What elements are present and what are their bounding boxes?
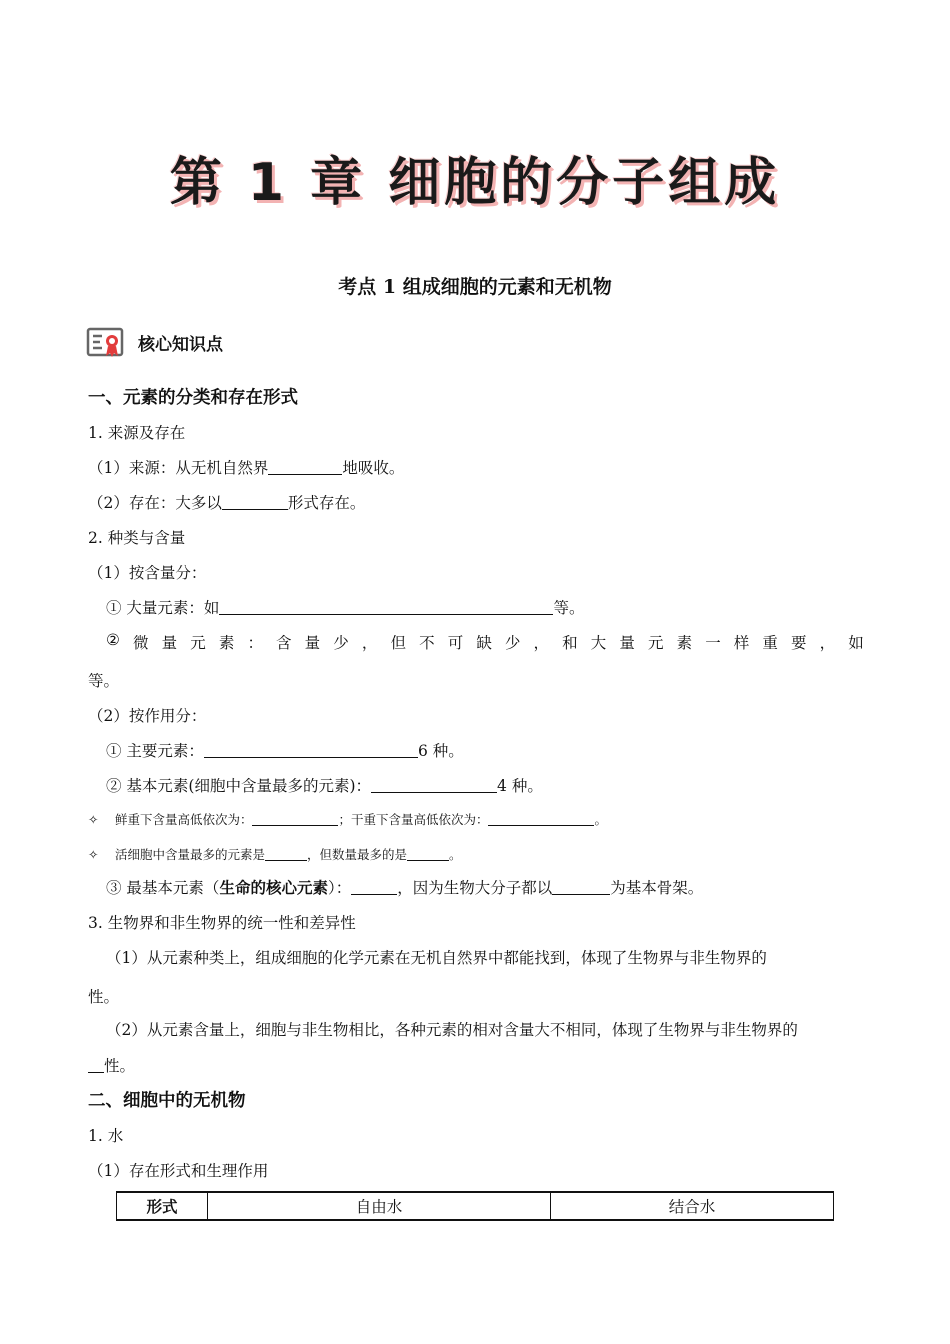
fill-blank[interactable]	[488, 812, 594, 826]
knowledge-header-label: 核心知识点	[138, 334, 223, 355]
text: 地吸收。	[342, 459, 405, 477]
justified-char: 重	[762, 634, 778, 652]
section-heading-1: 一、元素的分类和存在形式	[88, 388, 298, 408]
text: 6 种。	[417, 742, 464, 760]
justified-char: 要	[791, 634, 807, 652]
fill-blank[interactable]	[252, 812, 338, 826]
knowledge-header	[86, 324, 223, 360]
justified-char: 可	[447, 634, 464, 652]
justified-char: 不	[419, 634, 435, 652]
justified-char: 量	[304, 634, 321, 652]
item-3-2-cont	[88, 1054, 135, 1076]
text: 等。	[553, 599, 585, 617]
table-header-cell: 结合水	[551, 1192, 834, 1220]
table-row	[117, 1192, 834, 1220]
item-2-1-2	[106, 631, 864, 653]
text: ③ 最基本元素（	[106, 879, 220, 897]
item-2-1: （1）按含量分：	[88, 564, 207, 582]
text: 。	[594, 812, 607, 827]
justified-char: 但	[390, 634, 406, 652]
justified-char: 元	[190, 634, 206, 652]
text: （2）存在：大多以	[88, 494, 222, 512]
justified-char: 如	[848, 634, 864, 652]
fill-blank[interactable]	[204, 741, 418, 758]
justified-char: 大	[590, 634, 607, 652]
fill-blank[interactable]	[268, 458, 342, 475]
justified-char: ：	[247, 634, 263, 652]
note-2	[88, 845, 461, 863]
item-2-1-2-end: 等。	[88, 672, 120, 690]
item-3: 3. 生物界和非生物界的统一性和差异性	[88, 914, 356, 932]
text: ，但数量最多的是	[306, 847, 407, 862]
text: ，因为生物大分子都以	[397, 879, 553, 897]
table-header-cell: 形式	[117, 1192, 208, 1220]
justified-char: 微	[133, 634, 149, 652]
justified-char: 素	[218, 634, 235, 652]
text: ；干重下含量高低依次为：	[338, 812, 489, 827]
book-award-icon	[86, 325, 126, 359]
text: ）：	[327, 879, 352, 897]
justified-char: 样	[733, 634, 750, 652]
item-2-2-1	[106, 739, 464, 761]
justified-char: 素	[676, 634, 693, 652]
item-1-2	[88, 491, 365, 513]
item-2-1-1	[106, 596, 584, 618]
fill-blank[interactable]	[552, 878, 610, 895]
item-water: 1. 水	[88, 1127, 124, 1145]
chapter-title: 第 1 章 细胞的分子组成	[169, 153, 781, 213]
item-3-1: （1）从元素种类上，组成细胞的化学元素在无机自然界中都能找到，体现了生物界与非生物界的	[106, 949, 767, 967]
bold-text: 生命的核心元素	[219, 878, 328, 897]
item-3-1-cont: 性。	[88, 988, 120, 1006]
text: ② 基本元素(细胞中含量最多的元素)：	[106, 777, 372, 795]
section-subtitle: 考点 1 组成细胞的元素和无机物	[338, 276, 612, 298]
water-table	[116, 1191, 834, 1221]
justified-char: 和	[562, 634, 578, 652]
fill-blank[interactable]	[219, 598, 553, 615]
text: 形式存在。	[287, 494, 366, 512]
text: （1）来源：从无机自然界	[88, 459, 269, 477]
justified-char: 元	[647, 634, 664, 652]
item-1: 1. 来源及存在	[88, 424, 186, 442]
justified-char: ，	[819, 634, 836, 652]
item-2-2: （2）按作用分：	[88, 707, 207, 725]
item-water-1: （1）存在形式和生理作用	[88, 1162, 269, 1180]
justified-char: 量	[619, 634, 635, 652]
text: 4 种。	[497, 777, 543, 795]
section-heading-2: 二、细胞中的无机物	[88, 1091, 246, 1111]
text: ✧ 鲜重下含量高低依次为：	[88, 812, 253, 827]
item-3-2: （2）从元素含量上，细胞与非生物相比，各种元素的相对含量大不相同，体现了生物界与非生物界的	[106, 1021, 798, 1039]
justified-char: ，	[533, 634, 550, 652]
justified-char: 一	[705, 634, 721, 652]
text: ① 主要元素：	[106, 742, 204, 760]
text: 为基本骨架。	[610, 879, 704, 897]
fill-blank[interactable]	[88, 1056, 104, 1073]
note-1	[88, 810, 607, 828]
item-2-2-2	[106, 774, 543, 796]
text: ① 大量元素：如	[106, 599, 220, 617]
fill-blank[interactable]	[265, 847, 307, 861]
fill-blank[interactable]	[222, 493, 288, 510]
justified-char: 少	[504, 634, 521, 652]
justified-char: 缺	[476, 634, 492, 652]
item-2-2-3	[106, 876, 703, 898]
justified-char: 少	[333, 634, 349, 652]
text: ✧ 活细胞中含量最多的元素是	[88, 847, 265, 862]
justified-char: 量	[161, 634, 178, 652]
item-1-1	[88, 456, 404, 478]
justified-char: 含	[276, 634, 292, 652]
justified-char: ，	[361, 634, 378, 652]
text: 性。	[104, 1057, 136, 1075]
fill-blank[interactable]	[371, 776, 497, 793]
item-2: 2. 种类与含量	[88, 529, 186, 547]
fill-blank[interactable]	[351, 878, 397, 895]
text: 。	[448, 847, 462, 862]
table-header-cell: 自由水	[208, 1192, 551, 1220]
fill-blank[interactable]	[407, 847, 449, 861]
justified-char: ②	[106, 631, 120, 649]
